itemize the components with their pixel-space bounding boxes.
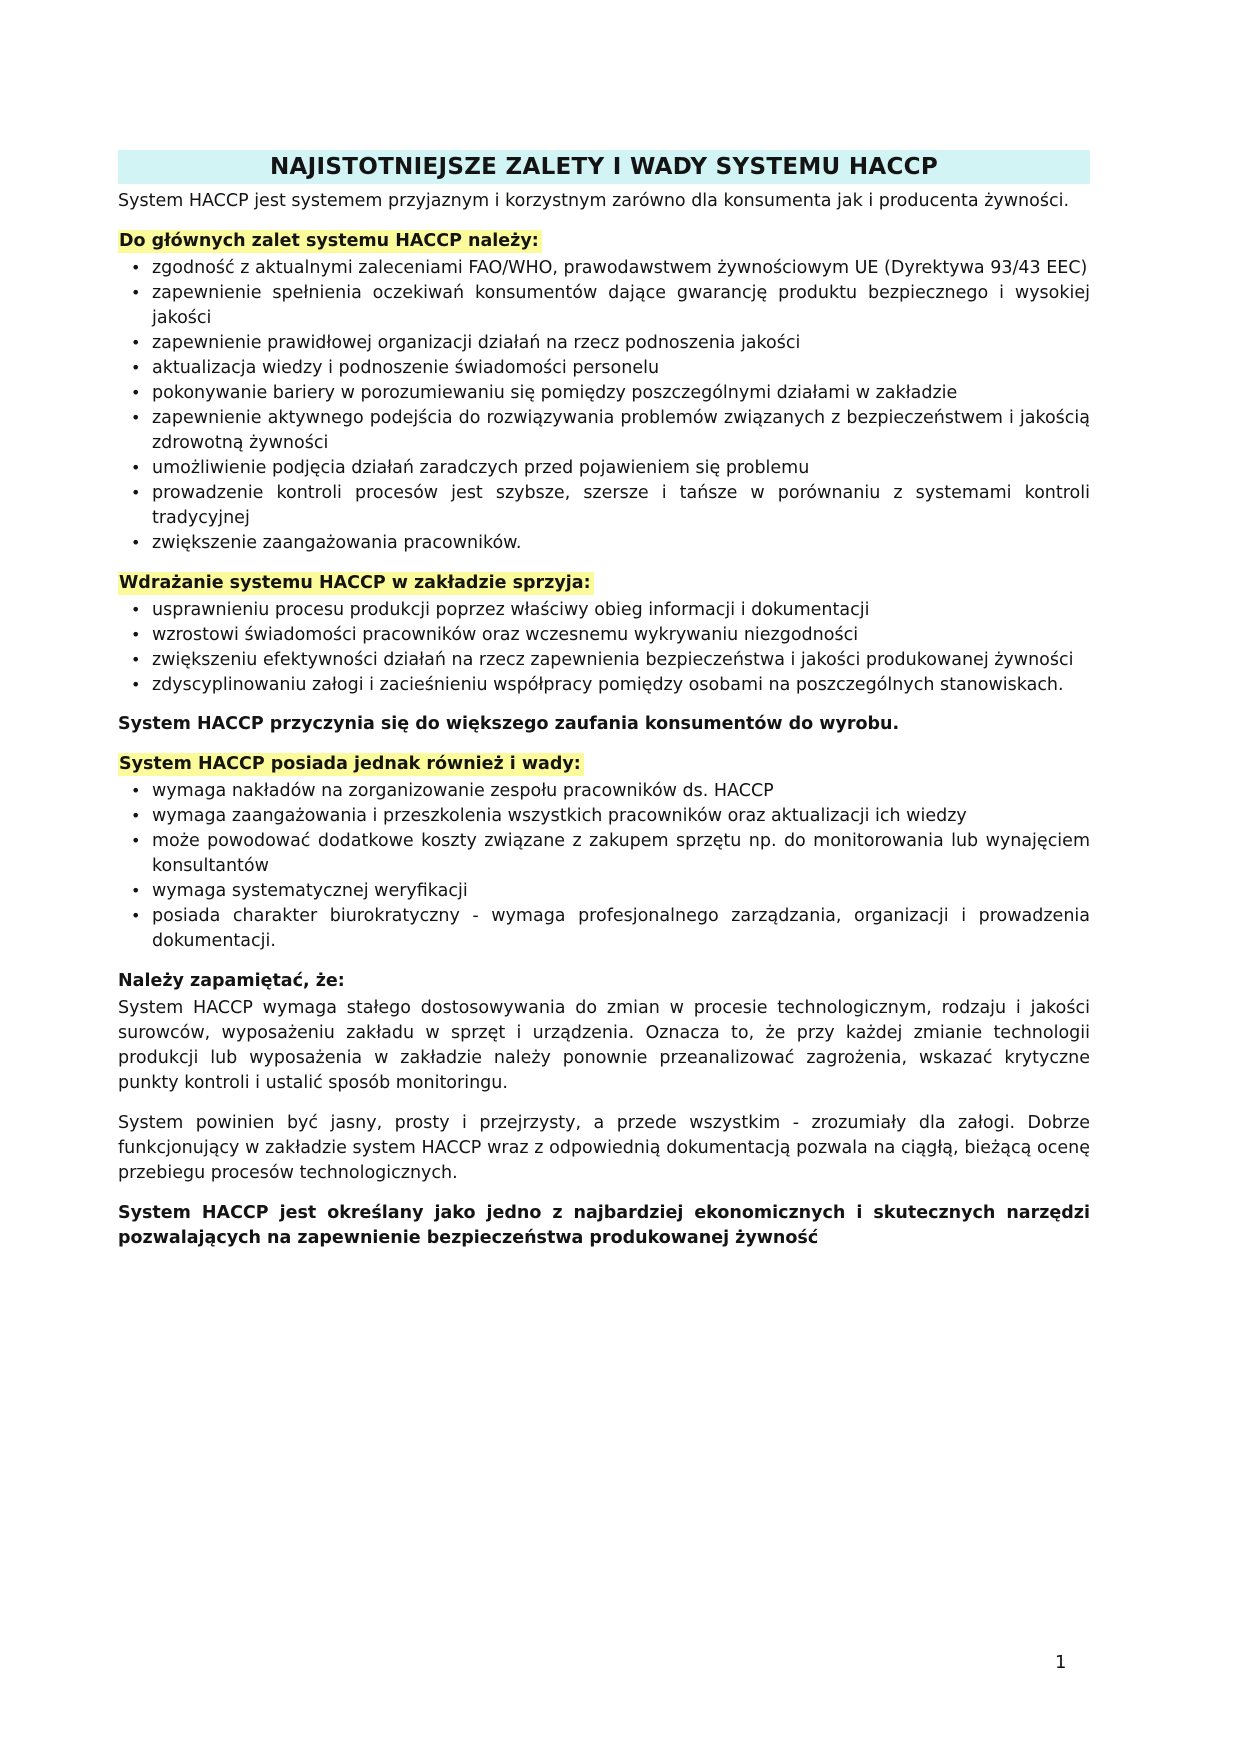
list-item: • umożliwienie podjęcia działań zaradczych przed pojawieniem się problemu — [118, 456, 1090, 481]
list-item: • zgodność z aktualnymi zaleceniami FAO/WHO, prawodawstwem żywnościowym UE (Dyrektywa 93/43 EEC) — [118, 256, 1090, 281]
list-item: • usprawnieniu procesu produkcji poprzez właściwy obieg informacji i dokumentacji — [118, 598, 1090, 623]
implementation-list — [118, 598, 1090, 698]
list-item: • wymaga systematycznej weryfikacji — [118, 879, 1090, 904]
implementation-heading-highlight: Wdrażanie systemu HACCP w zakładzie sprzyja: — [118, 572, 594, 595]
list-item: • zdyscyplinowaniu załogi i zacieśnieniu współpracy pomiędzy osobami na poszczególnych stanowiskach. — [118, 673, 1090, 698]
list-item: • posiada charakter biurokratyczny - wymaga profesjonalnego zarządzania, organizacji i prowadzenia dokumentacji. — [118, 904, 1090, 954]
closing-statement: System HACCP jest określany jako jedno z najbardziej ekonomicznych i skutecznych narzędzi pozwalających na zapewnienie bezpieczeństwa produkowanej żywność — [118, 1203, 1090, 1248]
list-item: • prowadzenie kontroli procesów jest szybsze, szersze i tańsze w porównaniu z systemami kontroli tradycyjnej — [118, 481, 1090, 531]
page-title: NAJISTOTNIEJSZE ZALETY I WADY SYSTEMU HACCP — [118, 150, 1090, 184]
section-heading-disadvantages — [118, 752, 1090, 777]
section-heading-advantages — [118, 229, 1090, 254]
remember-paragraph-2: System powinien być jasny, prosty i przejrzysty, a przede wszystkim - zrozumiały dla załogi. Dobrze funkcjonujący w zakładzie system HACCP wraz z odpowiednią dokumentacją pozwala na ciągłą, bieżącą ocenę przebiegu procesów technologicznych. — [118, 1113, 1090, 1183]
document-page — [118, 150, 1090, 1266]
section-heading-remember: Należy zapamiętać, że: — [118, 971, 345, 991]
advantages-list — [118, 256, 1090, 556]
section-heading-implementation — [118, 571, 1090, 596]
remember-paragraph-1: System HACCP wymaga stałego dostosowywania do zmian w procesie technologicznym, rodzaju i jakości surowców, wyposażeniu zakładu w sprzęt i urządzenia. Oznacza to, że przy każdej zmianie technologii produkcji lub wyposażenia w zakładzie należy ponownie przeanalizować zagrożenia, wskazać krytyczne punkty kontroli i ustalić sposób monitoringu. — [118, 998, 1090, 1093]
list-item: • wymaga nakładów na zorganizowanie zespołu pracowników ds. HACCP — [118, 779, 1090, 804]
list-item: • pokonywanie bariery w porozumiewaniu się pomiędzy poszczególnymi działami w zakładzie — [118, 381, 1090, 406]
page-number: 1 — [1055, 1652, 1067, 1673]
list-item: • zapewnienie aktywnego podejścia do rozwiązywania problemów związanych z bezpieczeństwem i jakością zdrowotną żywności — [118, 406, 1090, 456]
advantages-heading-highlight: Do głównych zalet systemu HACCP należy: — [118, 230, 542, 253]
intro-paragraph: System HACCP jest systemem przyjaznym i korzystnym zarówno dla konsumenta jak i producenta żywności. — [118, 191, 1070, 211]
list-item: • zapewnienie prawidłowej organizacji działań na rzecz podnoszenia jakości — [118, 331, 1090, 356]
list-item: • może powodować dodatkowe koszty związane z zakupem sprzętu np. do monitorowania lub wynajęciem konsultantów — [118, 829, 1090, 879]
list-item: • zapewnienie spełnienia oczekiwań konsumentów dające gwarancję produktu bezpiecznego i wysokiej jakości — [118, 281, 1090, 331]
disadvantages-heading-highlight: System HACCP posiada jednak również i wady: — [118, 753, 584, 776]
trust-statement: System HACCP przyczynia się do większego zaufania konsumentów do wyrobu. — [118, 714, 900, 734]
list-item: • zwiększeniu efektywności działań na rzecz zapewnienia bezpieczeństwa i jakości produkowanej żywności — [118, 648, 1090, 673]
list-item: • wymaga zaangażowania i przeszkolenia wszystkich pracowników oraz aktualizacji ich wiedzy — [118, 804, 1090, 829]
list-item: • zwiększenie zaangażowania pracowników. — [118, 531, 1090, 556]
list-item: • wzrostowi świadomości pracowników oraz wczesnemu wykrywaniu niezgodności — [118, 623, 1090, 648]
disadvantages-list — [118, 779, 1090, 954]
list-item: • aktualizacja wiedzy i podnoszenie świadomości personelu — [118, 356, 1090, 381]
